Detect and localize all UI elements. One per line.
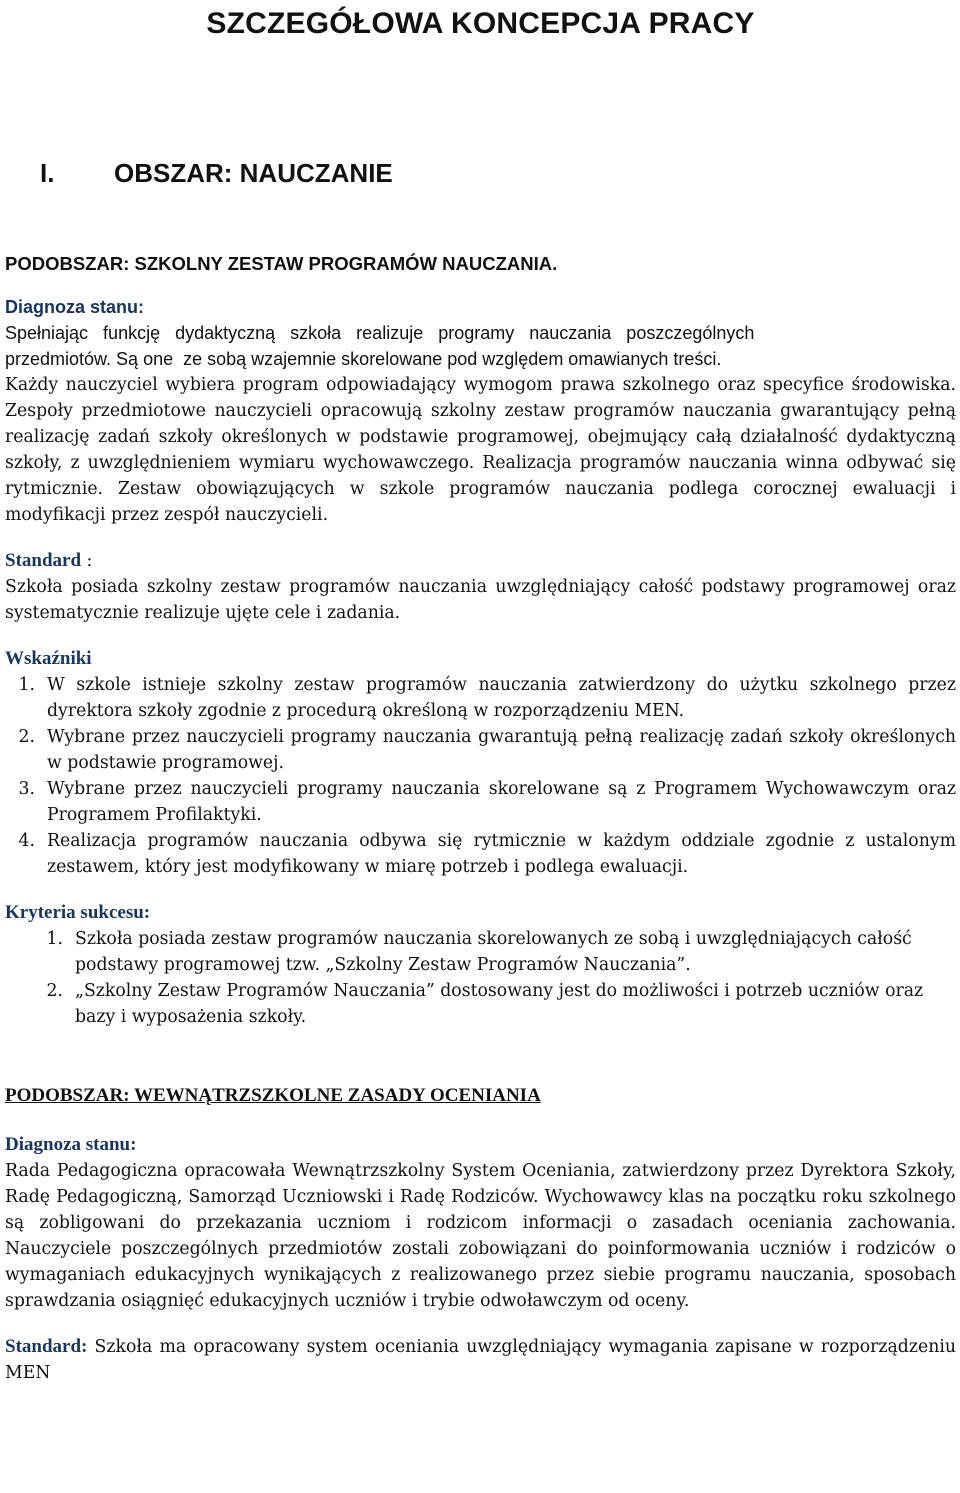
- indicator-item: [5, 828, 956, 880]
- criteria-item: [35, 926, 956, 978]
- diagnosis-text-2: Rada Pedagogiczna opracowała Wewnątrzszkolny System Oceniania, zatwierdzony przez Dyrektora Szkoły, Radę Pedagogiczną, Samorząd Uczniowski i Radę Rodziców. Wychowawcy klas na początku roku szkolnego są zobligowani do przekazania uczniom i rodzicom informacji o zasadach oceniania zachowania. Nauczyciele poszczególnych przedmiotów zostali zobowiązani do poinformowania uczniów i rodziców o wymaganiach edukacyjnych wynikających z realizowanego przez siebie programu nauczania, sposobach sprawdzania osiągnięć edukacyjnych uczniów i trybie odwoławczym od oceny.: [5, 1161, 956, 1311]
- list-number: 4.: [18, 831, 35, 851]
- list-text: Szkoła posiada zestaw programów nauczania skorelowanych ze sobą i uwzględniających całość podstawy programowej tzw. „Szkolny Zestaw Programów Nauczania”.: [75, 929, 912, 975]
- list-text: Realizacja programów nauczania odbywa się rytmicznie w każdym oddziale zgodnie z ustalonym zestawem, który jest modyfikowany w miarę potrzeb i podlega ewaluacji.: [47, 831, 956, 877]
- diagnosis-block-2: [5, 1132, 956, 1314]
- diagnosis-text: Każdy nauczyciel wybiera program odpowiadający wymogom prawa szkolnego oraz specyfice środowiska. Zespoły przedmiotowe nauczycieli opracowują szkolny zestaw programów nauczania gwarantujący pełną realizację zadań szkoły określonych w podstawie programowej, obejmujący całą działalność dydaktyczną szkoły, z uwzględnieniem wymiaru wychowawczego. Realizacja programów nauczania winna odbywać się rytmicznie. Zestaw obowiązujących w szkole programów nauczania podlega corocznej ewaluacji i modyfikacji przez zespół nauczycieli.: [5, 375, 956, 525]
- standard-block-2: [5, 1334, 956, 1386]
- indicator-item: [5, 776, 956, 828]
- subsection-heading-program: PODOBSZAR: SZKOLNY ZESTAW PROGRAMÓW NAUCZANIA.: [5, 253, 558, 274]
- standard-label: Standard: [5, 550, 82, 571]
- diagnosis-line-1: Spełniając funkcję dydaktyczną szkoła realizuje programy nauczania poszczególnych: [5, 323, 755, 343]
- list-text: Wybrane przez nauczycieli programy nauczania gwarantują pełną realizację zadań szkoły określonych w podstawie programowej.: [47, 727, 956, 773]
- diagnosis-block: [5, 294, 956, 528]
- list-number: 2.: [46, 981, 63, 1001]
- criteria-item: [35, 978, 956, 1030]
- standard-heading: [5, 548, 956, 574]
- list-number: 2.: [18, 727, 35, 747]
- standard-text: Szkoła posiada szkolny zestaw programów nauczania uwzględniający całość podstawy programowej oraz systematycznie realizuje ujęte cele i zadania.: [5, 577, 956, 623]
- standard-label-2: Standard:: [5, 1336, 88, 1357]
- list-number: 1.: [46, 929, 63, 949]
- diagnosis-label: Diagnoza stanu:: [5, 297, 145, 317]
- criteria-list: [5, 926, 956, 1030]
- section-name: OBSZAR: NAUCZANIE: [114, 158, 393, 188]
- indicator-item: [5, 672, 956, 724]
- list-text: „Szkolny Zestaw Programów Nauczania” dostosowany jest do możliwości i potrzeb uczniów oraz bazy i wyposażenia szkoły.: [75, 981, 924, 1027]
- list-text: Wybrane przez nauczycieli programy nauczania skorelowane są z Programem Wychowawczym oraz Programem Profilaktyki.: [47, 779, 956, 825]
- standard-block: [5, 548, 956, 626]
- list-number: 3.: [18, 779, 35, 799]
- standard-text-2: Szkoła ma opracowany system oceniania uwzględniający wymagania zapisane w rozporządzeniu MEN: [5, 1337, 956, 1383]
- indicators-list: [5, 672, 956, 880]
- list-number: 1.: [18, 675, 35, 695]
- indicators-label: Wskaźniki: [5, 648, 92, 669]
- criteria-label: Kryteria sukcesu:: [5, 902, 151, 923]
- standard-paragraph-2: [5, 1334, 956, 1386]
- list-text: W szkole istnieje szkolny zestaw programów nauczania zatwierdzony do użytku szkolnego przez dyrektora szkoły zgodnie z procedurą określoną w rozporządzeniu MEN.: [47, 675, 956, 721]
- diagnosis-label-2: Diagnoza stanu:: [5, 1134, 137, 1155]
- indicators-block: [5, 646, 956, 880]
- subsection-heading-assessment: PODOBSZAR: WEWNĄTRZSZKOLNE ZASADY OCENIANIA: [5, 1085, 541, 1106]
- diagnosis-line-2: przedmiotów. Są one ze sobą wzajemnie skorelowane pod względem omawianych treści.: [5, 349, 722, 369]
- section-number: I.: [40, 158, 55, 188]
- indicator-item: [5, 724, 956, 776]
- standard-colon: :: [81, 551, 93, 571]
- section-heading: [5, 60, 956, 192]
- document-title: SZCZEGÓŁOWA KONCEPCJA PRACY: [206, 7, 755, 40]
- criteria-block: [5, 900, 956, 1030]
